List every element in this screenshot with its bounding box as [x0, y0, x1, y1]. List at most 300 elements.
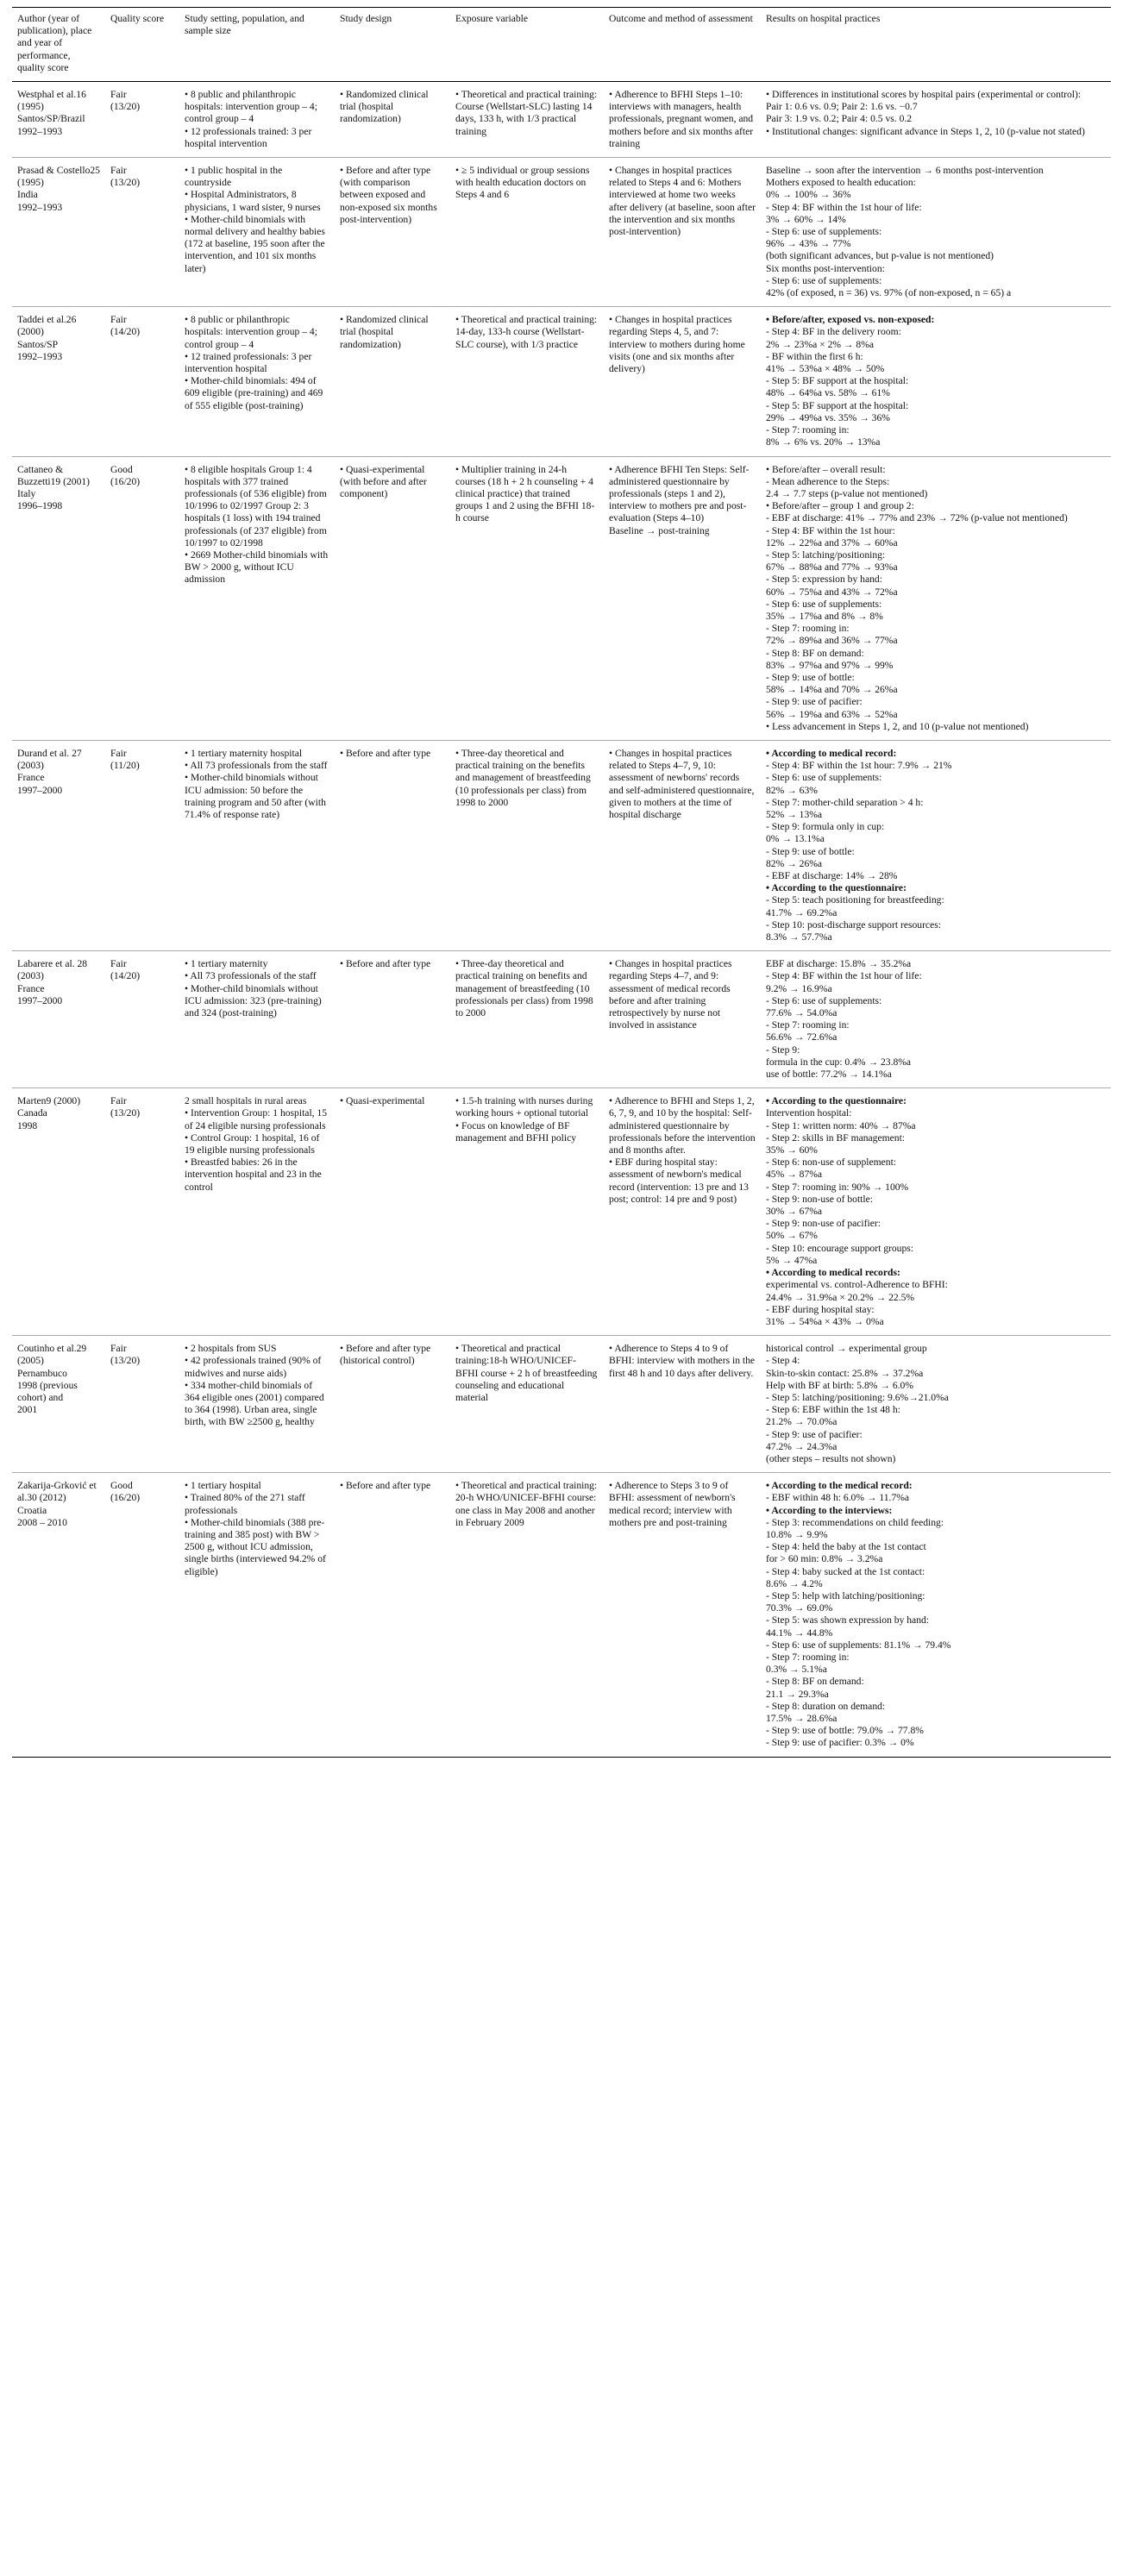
results-line: 52% → 13%a [766, 808, 823, 820]
column-header: Author (year of publication), place and year of performance, quality score [12, 8, 105, 82]
cell-author [12, 307, 105, 456]
cell-outcome [604, 740, 761, 950]
results-line: Skin-to-skin contact: 25.8% → 37.2%a [766, 1367, 924, 1379]
cell-author [12, 951, 105, 1088]
outcome-line: • Adherence BFHI Ten Steps: Self-administered questionnaire by professionals (steps 1 and 2), interview to mothers pre and post-evaluation (Steps 4–10) [609, 463, 750, 524]
design-line: • Before and after type [340, 1480, 431, 1492]
results-line: • According to medical record: [766, 747, 897, 759]
results-line: - Step 4: BF within the 1st hour of life: [766, 970, 922, 982]
cell-author [12, 1473, 105, 1757]
quality-line: Good [110, 463, 133, 475]
cell-design [335, 307, 450, 456]
results-line: - Step 4: BF within the 1st hour: 7.9% → 21% [766, 760, 952, 772]
results-line: - Step 9: formula only in cup: [766, 821, 885, 833]
results-line: 29% → 49%a vs. 35% → 36% [766, 411, 890, 423]
outcome-line: • Changes in hospital practices related to Steps 4–7, 9, 10: assessment of newborns' records and self-administered questionnaire, given to mothers at the time of hospital discharge [609, 747, 755, 820]
results-line: 0% → 100% → 36% [766, 189, 851, 201]
results-line: - Step 9: non-use of bottle: [766, 1193, 873, 1205]
cell-design [335, 1473, 450, 1757]
column-header: Outcome and method of assessment [604, 8, 761, 82]
results-line: - Step 5: latching/positioning: 9.6%→21.0%a [766, 1391, 949, 1403]
results-line: 77.6% → 54.0%a [766, 1007, 838, 1019]
outcome-line: Baseline → post-training [609, 524, 710, 536]
setting-line: • 8 public and philanthropic hospitals: intervention group – 4; control group – 4 [185, 89, 317, 125]
quality-line: (11/20) [110, 760, 140, 772]
cell-outcome [604, 1088, 761, 1336]
results-line: historical control → experimental group [766, 1343, 927, 1355]
cell-exposure [450, 951, 604, 1088]
cell-quality [105, 307, 179, 456]
cell-quality [105, 1473, 179, 1757]
author-line: 1998 (previous cohort) and [17, 1379, 78, 1403]
cell-results [761, 951, 1111, 1088]
results-line: 72% → 89%a and 36% → 77%a [766, 635, 898, 647]
results-line: 70.3% → 69.0% [766, 1602, 833, 1614]
author-line: India [17, 189, 38, 201]
author-line: France [17, 982, 45, 994]
setting-line: • 12 trained professionals: 3 per intervention hospital [185, 350, 312, 375]
column-header: Exposure variable [450, 8, 604, 82]
exposure-line: • Multiplier training in 24-h courses (18 h + 2 h counseling + 4 clinical practice) that trained groups 1 and 2 using the BFHI 18-h course [455, 463, 595, 524]
exposure-line: • Theoretical and practical training:18-h WHO/UNICEF-BFHI course + 2 h of breastfeeding counseling and educational material [455, 1343, 598, 1403]
results-line: - Step 5: latching/positioning: [766, 548, 886, 561]
outcome-line: • Adherence to BFHI and Steps 1, 2, 6, 7, 9, and 10 by the hospital: Self-administered questionnaire by professionals before the intervention and 8 months after. [609, 1095, 756, 1156]
column-header: Study design [335, 8, 450, 82]
author-line: Westphal et al.16 (1995) [17, 89, 86, 113]
results-line: 0% → 13.1%a [766, 833, 825, 845]
author-line: France [17, 772, 45, 784]
author-line: Santos/SP [17, 338, 59, 350]
quality-line: Fair [110, 89, 127, 101]
cell-results [761, 307, 1111, 456]
author-line: Coutinho et al.29 (2005) [17, 1343, 87, 1367]
quality-line: (16/20) [110, 1492, 141, 1504]
results-line: 50% → 67% [766, 1230, 818, 1242]
exposure-line: • Focus on knowledge of BF management and BFHI policy [455, 1119, 577, 1144]
column-header: Quality score [105, 8, 179, 82]
setting-line: • Mother-child binomials: 494 of 609 eligible (pre-training) and 469 of 555 eligible (post-training) [185, 375, 323, 411]
results-line: - Step 7: mother-child separation > 4 h: [766, 796, 924, 808]
setting-line: • 12 professionals trained: 3 per hospital intervention [185, 125, 312, 149]
results-line: - Step 10: encourage support groups: [766, 1242, 913, 1254]
cell-setting [179, 1473, 335, 1757]
setting-line: • 8 eligible hospitals Group 1: 4 hospitals with 377 trained professionals (of 536 eligible) from 10/1996 to 02/1997 Group 2: 3 hospitals (1 loss) with 194 trained professionals (of 237 eligible) from 10/1997 to 02/1998 [185, 463, 327, 548]
cell-results [761, 1473, 1111, 1757]
table-row [12, 740, 1111, 950]
results-line: Six months post-intervention: [766, 262, 885, 274]
results-line: Baseline → soon after the intervention → 6 months post-intervention [766, 165, 1044, 177]
cell-results [761, 456, 1111, 740]
setting-line: • Mother-child binomials without ICU admission: 50 before the training program and 50 after (with 71.4% of response rate) [185, 772, 326, 820]
setting-line: • Intervention Group: 1 hospital, 15 of 24 eligible nursing professionals [185, 1107, 328, 1131]
design-line: • Randomized clinical trial (hospital randomization) [340, 89, 429, 125]
results-line: - Step 1: written norm: 40% → 87%a [766, 1119, 916, 1131]
results-line: Pair 1: 0.6 vs. 0.9; Pair 2: 1.6 vs. −0.7 [766, 101, 918, 113]
setting-line: • Mother-child binomials with normal delivery and healthy babies (172 at baseline, 195 soon after the intervention, and 101 six months later) [185, 213, 325, 274]
setting-line: • Mother-child binomials (388 pre-training and 385 post) with BW > 2500 g, without ICU admission, single births (interviewed 94.2% of eligible) [185, 1516, 326, 1577]
exposure-line: • ≥ 5 individual or group sessions with health education doctors on Steps 4 and 6 [455, 165, 590, 201]
column-header: Study setting, population, and sample size [179, 8, 335, 82]
author-line: 1997–2000 [17, 784, 63, 796]
results-line: - Step 7: rooming in: [766, 1651, 850, 1663]
results-line: Pair 3: 1.9 vs. 0.2; Pair 4: 0.5 vs. 0.2 [766, 113, 913, 125]
results-line: Help with BF at birth: 5.8% → 6.0% [766, 1379, 913, 1391]
cell-quality [105, 1088, 179, 1336]
cell-design [335, 1088, 450, 1336]
results-line: - Step 9: use of pacifier: 0.3% → 0% [766, 1737, 914, 1749]
cell-design [335, 951, 450, 1088]
cell-setting [179, 1336, 335, 1473]
results-line: - EBF at discharge: 14% → 28% [766, 870, 898, 881]
results-line: - Mean adherence to the Steps: [766, 475, 890, 487]
results-line: • According to the questionnaire: [766, 882, 907, 894]
results-line: - Step 4: BF within the 1st hour of life: [766, 201, 922, 213]
results-line: - Step 4: baby sucked at the 1st contact: [766, 1565, 925, 1577]
cell-results [761, 740, 1111, 950]
cell-outcome [604, 1336, 761, 1473]
table-row [12, 951, 1111, 1088]
author-line: Marten9 (2000) [17, 1095, 81, 1107]
exposure-line: • 1.5-h training with nurses during working hours + optional tutorial [455, 1095, 593, 1119]
results-line: 30% → 67%a [766, 1206, 823, 1218]
results-line: • According to the interviews: [766, 1504, 893, 1516]
results-line: - Step 4: held the baby at the 1st contact [766, 1541, 926, 1553]
cell-exposure [450, 1088, 604, 1336]
cell-quality [105, 158, 179, 307]
results-line: - Step 5: teach positioning for breastfeeding: [766, 894, 944, 906]
results-line: 67% → 88%a and 77% → 93%a [766, 561, 898, 573]
results-line: 48% → 64%a vs. 58% → 61% [766, 387, 890, 399]
cell-outcome [604, 158, 761, 307]
cell-results [761, 1088, 1111, 1336]
results-line: • According to the questionnaire: [766, 1095, 907, 1107]
cell-author [12, 1336, 105, 1473]
setting-line: • 1 tertiary hospital [185, 1480, 261, 1492]
cell-design [335, 1336, 450, 1473]
setting-line: • 2669 Mother-child binomials with BW > 2000 g, without ICU admission [185, 548, 329, 586]
results-line: - EBF during hospital stay: [766, 1303, 875, 1315]
results-line: - Step 9: [766, 1044, 800, 1056]
setting-line: • Breastfed babies: 26 in the intervention hospital and 23 in the control [185, 1156, 322, 1193]
setting-line: • 1 tertiary maternity hospital [185, 747, 303, 759]
results-line: • Less advancement in Steps 1, 2, and 10 (p-value not mentioned) [766, 720, 1029, 732]
cell-outcome [604, 82, 761, 158]
cell-exposure [450, 1473, 604, 1757]
results-line: Mothers exposed to health education: [766, 177, 916, 189]
results-line: 45% → 87%a [766, 1169, 823, 1181]
table-row [12, 456, 1111, 740]
results-line: 21.2% → 70.0%a [766, 1416, 838, 1428]
outcome-line: • Changes in hospital practices regarding Steps 4–7, and 9: assessment of medical records before and after training retrospectively by nurse not involved in assistance [609, 958, 732, 1031]
results-line: - Step 5: expression by hand: [766, 573, 882, 586]
cell-quality [105, 740, 179, 950]
author-line: 2001 [17, 1404, 38, 1416]
cell-design [335, 456, 450, 740]
results-line: - Step 10: post-discharge support resources: [766, 918, 941, 931]
quality-line: (13/20) [110, 1355, 141, 1367]
cell-quality [105, 82, 179, 158]
author-line: Zakarija-Grković et al.30 (2012) [17, 1480, 97, 1504]
results-line: (other steps – results not shown) [766, 1452, 896, 1464]
quality-line: Good [110, 1480, 133, 1492]
cell-results [761, 158, 1111, 307]
cell-results [761, 82, 1111, 158]
results-line: - Step 9: use of bottle: [766, 671, 855, 683]
results-line: - Step 7: rooming in: [766, 424, 850, 436]
cell-setting [179, 456, 335, 740]
cell-exposure [450, 82, 604, 158]
cell-setting [179, 951, 335, 1088]
quality-line: (13/20) [110, 101, 141, 113]
results-line: • Before/after, exposed vs. non-exposed: [766, 314, 935, 326]
results-line: 31% → 54%a × 43% → 0%a [766, 1315, 884, 1327]
table-row [12, 1336, 1111, 1473]
exposure-line: • Theoretical and practical training: 14-day, 133-h course (Wellstart-SLC course), with 1/3 practice [455, 314, 598, 350]
author-line: Labarere et al. 28 (2003) [17, 958, 88, 982]
results-line: - Step 6: use of supplements: 81.1% → 79.4% [766, 1639, 951, 1651]
results-line: - Step 6: use of supplements: [766, 994, 882, 1006]
exposure-line: • Theoretical and practical training: Course (Wellstart-SLC) lasting 14 days, 133 h, with 1/3 practical training [455, 89, 598, 137]
results-line: • Before/after – overall result: [766, 463, 886, 475]
results-line: 56% → 19%a and 63% → 52%a [766, 708, 898, 720]
table-row [12, 82, 1111, 158]
cell-quality [105, 456, 179, 740]
cell-setting [179, 82, 335, 158]
table-body [12, 82, 1111, 1758]
author-line: 1992–1993 [17, 125, 63, 137]
design-line: • Before and after type (historical control) [340, 1343, 431, 1367]
cell-setting [179, 307, 335, 456]
author-line: 1997–2000 [17, 994, 63, 1006]
setting-line: • 1 public hospital in the countryside [185, 165, 283, 189]
results-line: (both significant advances, but p-value is not mentioned) [766, 250, 994, 262]
quality-line: Fair [110, 314, 127, 326]
results-line: 82% → 26%a [766, 857, 823, 869]
outcome-line: • Adherence to Steps 4 to 9 of BFHI: interview with mothers in the first 48 h and 10 days after delivery. [609, 1343, 756, 1379]
setting-line: • Control Group: 1 hospital, 16 of 19 eligible nursing professionals [185, 1131, 320, 1156]
results-line: - Step 8: duration on demand: [766, 1700, 886, 1712]
results-line: • According to the medical record: [766, 1480, 913, 1492]
results-line: 2% → 23%a × 2% → 8%a [766, 338, 875, 350]
results-line: - Step 4: BF in the delivery room: [766, 326, 901, 338]
results-line: 8.3% → 57.7%a [766, 931, 832, 943]
author-line: Durand et al. 27 (2003) [17, 747, 82, 772]
results-line: 10.8% → 9.9% [766, 1528, 828, 1540]
table-row [12, 158, 1111, 307]
quality-line: Fair [110, 1095, 127, 1107]
results-line: - Step 9: use of bottle: 79.0% → 77.8% [766, 1725, 924, 1737]
results-line: 82% → 63% [766, 784, 818, 796]
results-line: 83% → 97%a and 97% → 99% [766, 659, 894, 671]
author-line: 1996–1998 [17, 500, 63, 512]
results-line: - BF within the first 6 h: [766, 350, 863, 362]
results-line: 56.6% → 72.6%a [766, 1031, 838, 1044]
design-line: • Randomized clinical trial (hospital randomization) [340, 314, 429, 350]
results-line: - Step 7: rooming in: 90% → 100% [766, 1181, 909, 1193]
results-line: - Step 6: use of supplements: [766, 274, 882, 286]
results-line: 42% (of exposed, n = 36) vs. 97% (of non-exposed, n = 65) a [766, 287, 1012, 299]
results-line: 8.6% → 4.2% [766, 1577, 823, 1589]
setting-line: • Trained 80% of the 271 staff professionals [185, 1492, 305, 1516]
cell-design [335, 82, 450, 158]
setting-line: • 42 professionals trained (90% of midwives and nurse aids) [185, 1355, 322, 1379]
studies-table [12, 7, 1111, 1758]
cell-outcome [604, 307, 761, 456]
setting-line: • All 73 professionals from the staff [185, 760, 328, 772]
results-line: • Differences in institutional scores by hospital pairs (experimental or control): [766, 89, 1082, 101]
results-line: - Step 5: BF support at the hospital: [766, 399, 909, 411]
results-line: - Step 5: BF support at the hospital: [766, 375, 909, 387]
results-line: experimental vs. control-Adherence to BFHI: [766, 1279, 948, 1291]
results-line: - Step 6: use of supplements: [766, 598, 882, 610]
setting-line: • 1 tertiary maternity [185, 958, 268, 970]
cell-setting [179, 158, 335, 307]
results-line: • Institutional changes: significant advance in Steps 1, 2, 10 (p-value not stated) [766, 125, 1085, 137]
results-line: - Step 9: use of pacifier: [766, 696, 863, 708]
results-line: 9.2% → 16.9%a [766, 982, 832, 994]
results-line: 21.1 → 29.3%a [766, 1688, 829, 1700]
table-row [12, 1473, 1111, 1757]
results-line: EBF at discharge: 15.8% → 35.2%a [766, 958, 912, 970]
cell-exposure [450, 307, 604, 456]
author-line: 2008 – 2010 [17, 1516, 67, 1528]
quality-line: (14/20) [110, 326, 141, 338]
setting-line: • 334 mother-child binomials of 364 eligible ones (2001) compared to 364 (1998). Urban area, single birth, with BW ≥2500 g, healthy [185, 1379, 324, 1428]
results-line: - Step 3: recommendations on child feeding: [766, 1516, 944, 1528]
results-line: - Step 6: EBF within the 1st 48 h: [766, 1404, 900, 1416]
results-line: - Step 7: rooming in: [766, 1019, 850, 1031]
cell-author [12, 456, 105, 740]
quality-line: (13/20) [110, 177, 141, 189]
author-line: 1992–1993 [17, 201, 63, 213]
cell-author [12, 1088, 105, 1336]
design-line: • Before and after type (with comparison between exposed and non-exposed six months post-intervention) [340, 165, 437, 225]
results-line: - Step 9: use of pacifier: [766, 1428, 863, 1440]
results-line: Intervention hospital: [766, 1107, 852, 1119]
cell-setting [179, 740, 335, 950]
results-line: 8% → 6% vs. 20% → 13%a [766, 436, 881, 448]
outcome-line: • Changes in hospital practices related to Steps 4 and 6: Mothers interviewed at home two weeks after delivery (at baseline, soon after the intervention and six months post-intervention) [609, 165, 756, 238]
design-line: • Quasi-experimental (with before and after component) [340, 463, 427, 499]
author-line: Cattaneo & Buzzetti19 (2001) [17, 463, 91, 487]
results-line: 0.3% → 5.1%a [766, 1664, 827, 1676]
exposure-line: • Three-day theoretical and practical training on the benefits and management of breastfeeding (10 professionals per class) from 1998 to 2000 [455, 747, 591, 808]
results-line: 17.5% → 28.6%a [766, 1713, 838, 1724]
quality-line: (16/20) [110, 475, 141, 487]
design-line: • Before and after type [340, 958, 431, 970]
results-line: formula in the cup: 0.4% → 23.8%a [766, 1056, 912, 1068]
cell-setting [179, 1088, 335, 1336]
results-line: - Step 6: use of supplements: [766, 772, 882, 784]
author-line: Prasad & Costello25 (1995) [17, 165, 100, 189]
results-line: - EBF within 48 h: 6.0% → 11.7%a [766, 1492, 910, 1504]
results-line: - Step 7: rooming in: [766, 623, 850, 635]
cell-quality [105, 1336, 179, 1473]
author-line: 1992–1993 [17, 350, 63, 362]
results-line: for > 60 min: 0.8% → 3.2%a [766, 1553, 883, 1565]
results-line: 24.4% → 31.9%a × 20.2% → 22.5% [766, 1291, 915, 1303]
column-header: Results on hospital practices [761, 8, 1111, 82]
results-line: 35% → 60% [766, 1144, 818, 1156]
setting-line: • Hospital Administrators, 8 physicians, 1 ward sister, 9 nurses [185, 189, 321, 213]
outcome-line: • Changes in hospital practices regarding Steps 4, 5, and 7: interview to mothers during home visits (one and six months after delivery) [609, 314, 745, 375]
author-line: Croatia [17, 1504, 47, 1516]
results-line: - EBF at discharge: 41% → 77% and 23% → 72% (p-value not mentioned) [766, 512, 1068, 524]
results-line: 41.7% → 69.2%a [766, 906, 838, 918]
cell-exposure [450, 740, 604, 950]
quality-line: (13/20) [110, 1107, 141, 1119]
design-line: • Quasi-experimental [340, 1095, 425, 1107]
header-row [12, 8, 1111, 82]
results-line: 44.1% → 44.8% [766, 1626, 833, 1639]
results-line: 96% → 43% → 77% [766, 238, 851, 250]
results-line: - Step 9: non-use of pacifier: [766, 1218, 881, 1230]
results-line: use of bottle: 77.2% → 14.1%a [766, 1069, 892, 1081]
results-line: 12% → 22%a and 37% → 60%a [766, 536, 898, 548]
author-line: Taddei et al.26 (2000) [17, 314, 77, 338]
author-line: Italy [17, 487, 36, 499]
results-line: - Step 6: non-use of supplement: [766, 1156, 897, 1169]
author-line: Pernambuco [17, 1367, 67, 1379]
results-line: 60% → 75%a and 43% → 72%a [766, 586, 898, 598]
results-line: - Step 4: BF within the 1st hour: [766, 524, 895, 536]
quality-line: Fair [110, 958, 127, 970]
table-row [12, 307, 1111, 456]
results-line: - Step 5: was shown expression by hand: [766, 1614, 930, 1626]
results-line: - Step 8: BF on demand: [766, 647, 864, 659]
cell-outcome [604, 456, 761, 740]
cell-author [12, 158, 105, 307]
exposure-line: • Theoretical and practical training: 20-h WHO/UNICEF-BFHI course: one class in May 2008 and another in February 2009 [455, 1480, 598, 1528]
results-line: • Before/after – group 1 and group 2: [766, 500, 914, 512]
quality-line: Fair [110, 1343, 127, 1355]
setting-line: • Mother-child binomials without ICU admission: 323 (pre-training) and 324 (post-training) [185, 982, 322, 1019]
author-line: Santos/SP/Brazil [17, 113, 85, 125]
cell-design [335, 740, 450, 950]
setting-line: 2 small hospitals in rural areas [185, 1095, 307, 1107]
results-line: 58% → 14%a and 70% → 26%a [766, 684, 898, 696]
setting-line: • 8 public or philanthropic hospitals: intervention group – 4; control group – 4 [185, 314, 317, 350]
table-row [12, 1088, 1111, 1336]
cell-outcome [604, 1473, 761, 1757]
outcome-line: • Adherence to BFHI Steps 1–10: interviews with managers, health professionals, pregnant women, and mothers before and six months after training [609, 89, 754, 149]
results-line: - Step 4: [766, 1355, 800, 1367]
results-line: - Step 9: use of bottle: [766, 845, 855, 857]
cell-exposure [450, 1336, 604, 1473]
cell-quality [105, 951, 179, 1088]
cell-results [761, 1336, 1111, 1473]
setting-line: • All 73 professionals of the staff [185, 970, 317, 982]
results-line: • According to medical records: [766, 1267, 900, 1279]
cell-author [12, 82, 105, 158]
design-line: • Before and after type [340, 747, 431, 759]
cell-exposure [450, 456, 604, 740]
exposure-line: • Three-day theoretical and practical training on benefits and management of breastfeeding (10 professionals per class) from 1998 to 2000 [455, 958, 593, 1019]
results-line: - Step 6: use of supplements: [766, 226, 882, 238]
quality-line: Fair [110, 747, 127, 759]
quality-line: (14/20) [110, 970, 141, 982]
author-line: 1998 [17, 1119, 38, 1131]
results-line: - Step 2: skills in BF management: [766, 1131, 906, 1144]
quality-line: Fair [110, 165, 127, 177]
results-line: 35% → 17%a and 8% → 8% [766, 610, 883, 622]
results-line: 47.2% → 24.3%a [766, 1440, 838, 1452]
cell-design [335, 158, 450, 307]
results-line: 41% → 53%a × 48% → 50% [766, 363, 885, 375]
setting-line: • 2 hospitals from SUS [185, 1343, 277, 1355]
cell-outcome [604, 951, 761, 1088]
outcome-line: • EBF during hospital stay: assessment of newborn's medical record (intervention: 13 pre and 13 post; control: 14 pre and 9 post) [609, 1156, 749, 1205]
